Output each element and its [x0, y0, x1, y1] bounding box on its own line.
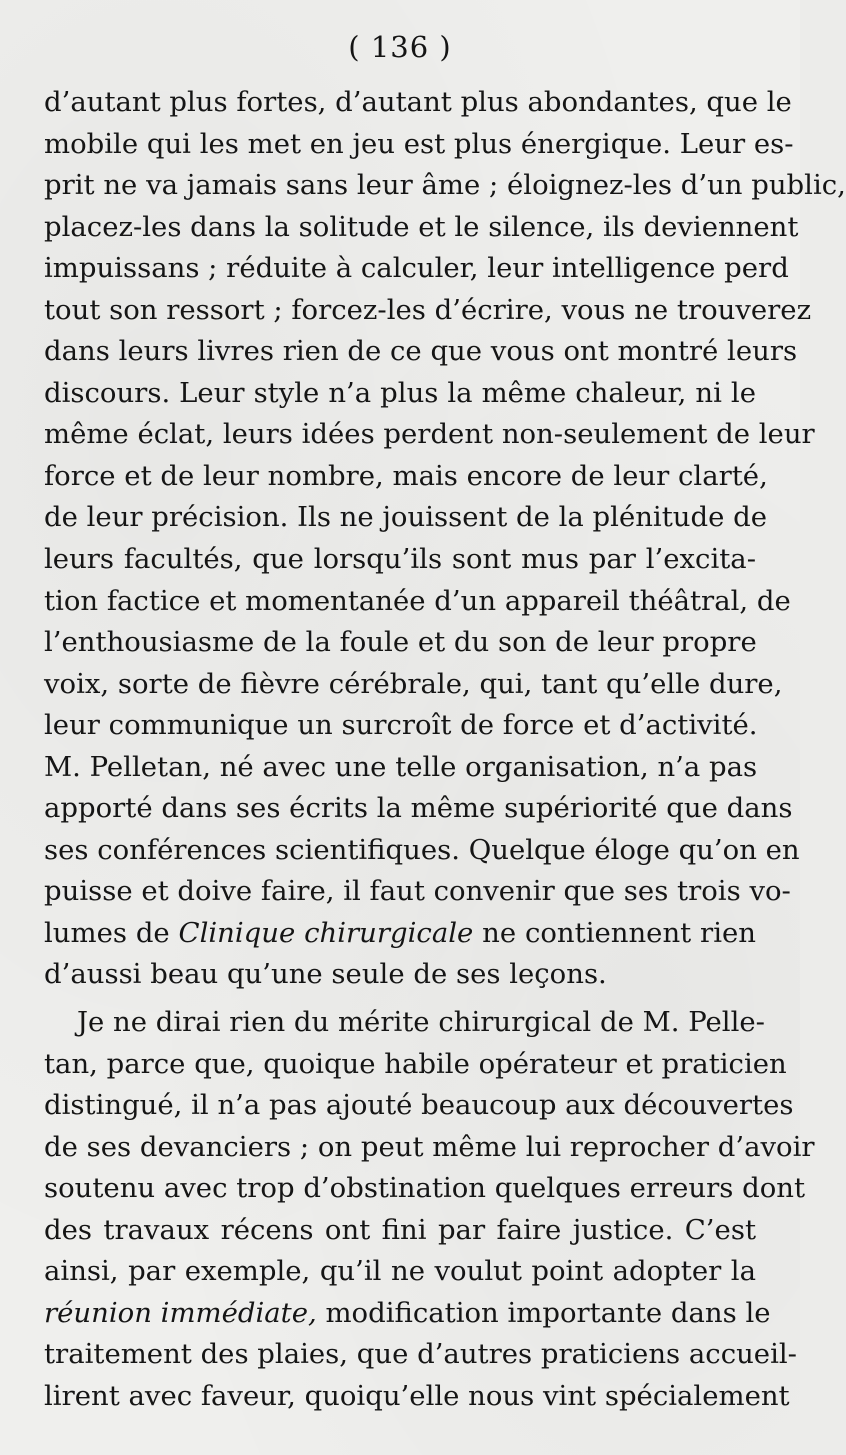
- text-line: ainsi, par exemple, qu’il ne voulut point adopter la: [44, 1255, 756, 1288]
- text-line: d’autant plus fortes, d’autant plus abondantes, que le: [44, 86, 792, 118]
- text-line: tan, parce que, quoique habile opérateur et praticien: [44, 1047, 787, 1080]
- text-line: discours. Leur style n’a plus la même chaleur, ni le: [44, 376, 756, 409]
- text-line: mobile qui les met en jeu est plus énergique. Leur es-: [44, 127, 794, 160]
- page-number: ( 136 ): [348, 30, 452, 64]
- text-line: de leur précision. Ils ne jouissent de la plénitude de: [44, 501, 767, 534]
- text-run: lumes de: [44, 916, 179, 949]
- text-line: puisse et doive faire, il faut convenir que ses trois vo-: [44, 875, 791, 908]
- text-line: leurs facultés, que lorsqu’ils sont mus par l’excita-: [44, 543, 756, 576]
- text-line: l’enthousiasme de la foule et du son de leur propre: [44, 626, 757, 659]
- text-line: [44, 1293, 771, 1335]
- text-line: distingué, il n’a pas ajouté beaucoup aux découvertes: [44, 1089, 794, 1122]
- text-line: M. Pelletan, né avec une telle organisation, n’a pas: [44, 750, 758, 783]
- text-line: ses conférences scientifiques. Quelque éloge qu’on en: [44, 833, 800, 866]
- text-line: même éclat, leurs idées perdent non-seulement de leur: [44, 418, 815, 451]
- text-run: ne contiennent rien: [473, 916, 756, 949]
- text-line: lirent avec faveur, quoiqu’elle nous vint spécialement: [44, 1379, 790, 1412]
- text-line: des travaux récens ont fini par faire justice. C’est: [44, 1213, 756, 1246]
- text-line: tout son ressort ; forcez-les d’écrire, vous ne trouverez: [44, 293, 812, 326]
- text-run: modification importante dans le: [316, 1296, 771, 1329]
- paragraph-2: [44, 1002, 815, 1417]
- text-line: dans leurs livres rien de ce que vous ont montré leurs: [44, 335, 798, 368]
- text-line: Je ne dirai rien du mérite chirurgical de M. Pelle-: [77, 1006, 765, 1039]
- text-line: force et de leur nombre, mais encore de leur clarté,: [44, 459, 768, 492]
- body-text: [44, 82, 846, 1418]
- text-line: prit ne va jamais sans leur âme ; éloignez-les d’un public,: [44, 169, 846, 202]
- text-line: apporté dans ses écrits la même supériorité que dans: [44, 792, 793, 825]
- text-line: d’aussi beau qu’une seule de ses leçons.: [44, 958, 607, 991]
- text-line: impuissans ; réduite à calculer, leur intelligence perd: [44, 252, 789, 285]
- text-line: soutenu avec trop d’obstination quelques erreurs dont: [44, 1172, 806, 1205]
- text-line: voix, sorte de fièvre cérébrale, qui, tant qu’elle dure,: [44, 667, 783, 700]
- text-line: [44, 913, 756, 955]
- paragraph-1: [44, 82, 846, 996]
- book-title-italic: Clinique chirurgicale: [178, 916, 474, 949]
- text-line: tion factice et momentanée d’un appareil théâtral, de: [44, 584, 791, 617]
- text-line: de ses devanciers ; on peut même lui reprocher d’avoir: [44, 1130, 815, 1163]
- text-line: traitement des plaies, que d’autres praticiens accueil-: [44, 1338, 797, 1371]
- term-italic: réunion immédiate,: [44, 1296, 317, 1329]
- text-line: placez-les dans la solitude et le silence, ils deviennent: [44, 210, 799, 243]
- text-line: leur communique un surcroît de force et d’activité.: [44, 709, 758, 742]
